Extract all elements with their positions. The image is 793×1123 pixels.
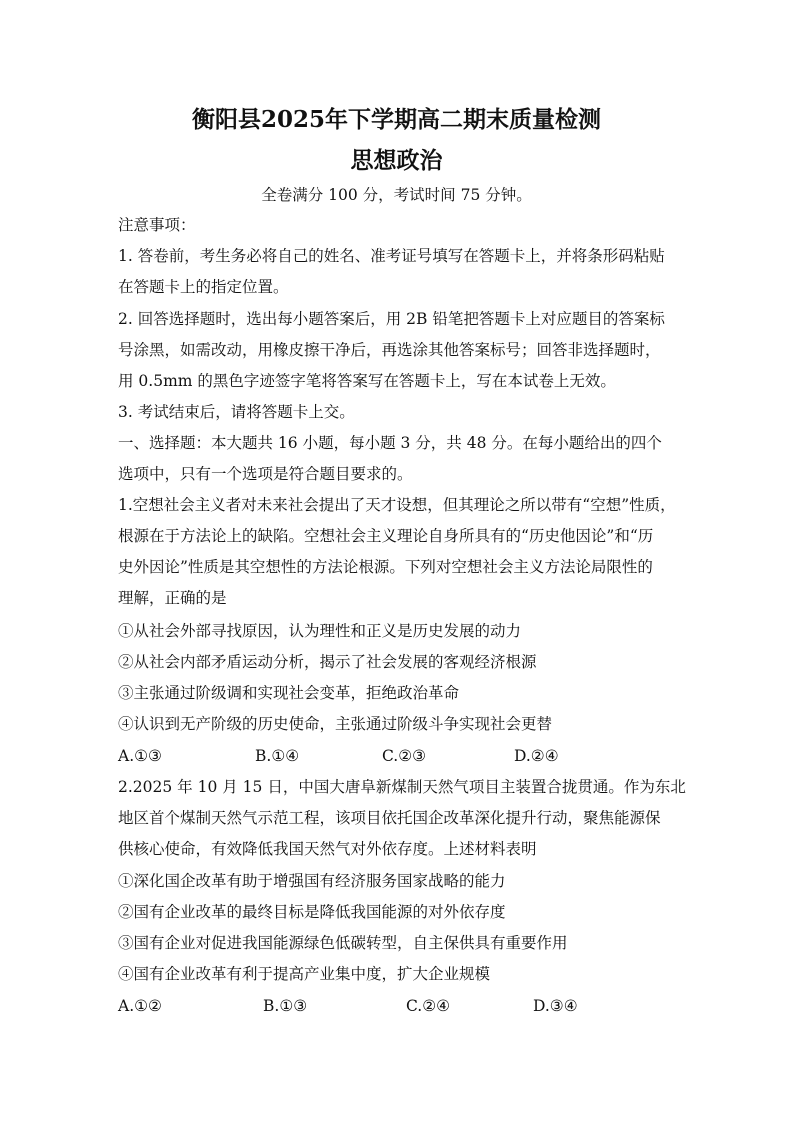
- note-line: 2. 回答选择题时，选出每小题答案后，用 2B 铅笔把答题卡上对应题目的答案标: [118, 310, 665, 328]
- option-b: B.①③: [263, 997, 308, 1015]
- option-c: C.②③: [382, 747, 427, 765]
- note-line: 用 0.5mm 的黑色字迹签字笔将答案写在答题卡上，写在本试卷上无效。: [118, 372, 616, 390]
- question-item: ①深化国企改革有助于增强国有经济服务国家战略的能力: [118, 872, 506, 890]
- question-item: ③主张通过阶级调和实现社会变革，拒绝政治革命: [118, 684, 460, 702]
- option-d: D.③④: [533, 997, 578, 1015]
- question-item: ③国有企业对促进我国能源绿色低碳转型，自主保供具有重要作用: [118, 934, 568, 952]
- question-stem: 地区首个煤制天然气示范工程，该项目依托国企改革深化提升行动，聚焦能源保: [118, 809, 661, 827]
- question-stem: 2.2025 年 10 月 15 日，中国大唐阜新煤制天然气项目主装置合拢贯通。作为东北: [118, 778, 686, 796]
- question-item: ④国有企业改革有利于提高产业集中度，扩大企业规模: [118, 965, 491, 983]
- exam-title: 衡阳县2025年下学期高二期末质量检测: [191, 106, 601, 133]
- question-stem: 1.空想社会主义者对未来社会提出了天才设想，但其理论之所以带有“空想”性质，: [118, 496, 676, 514]
- question-item: ②国有企业改革的最终目标是降低我国能源的对外依存度: [118, 903, 506, 921]
- question-stem: 根源在于方法论上的缺陷。空想社会主义理论自身所具有的“历史他因论”和“历: [118, 527, 654, 545]
- subject-title: 思想政治: [350, 147, 443, 174]
- section-heading: 一、选择题：本大题共 16 小题，每小题 3 分，共 48 分。在每小题给出的四个: [118, 434, 662, 452]
- question-stem: 供核心使命，有效降低我国天然气对外依存度。上述材料表明: [118, 840, 537, 858]
- notes-heading: 注意事项：: [118, 216, 196, 234]
- question-stem: 理解，正确的是: [118, 589, 227, 607]
- note-line: 1. 答卷前，考生务必将自己的姓名、准考证号填写在答题卡上，并将条形码粘贴: [118, 247, 665, 265]
- section-heading: 选项中，只有一个选项是符合题目要求的。: [118, 465, 413, 483]
- question-item: ①从社会外部寻找原因，认为理性和正义是历史发展的动力: [118, 622, 522, 640]
- option-a: A.①②: [118, 997, 162, 1015]
- note-line: 3. 考试结束后，请将答题卡上交。: [118, 403, 355, 421]
- option-c: C.②④: [406, 997, 451, 1015]
- question-item: ④认识到无产阶级的历史使命，主张通过阶级斗争实现社会更替: [118, 715, 553, 733]
- question-stem: 史外因论”性质是其空想性的方法论根源。下列对空想社会主义方法论局限性的: [118, 558, 653, 576]
- question-item: ②从社会内部矛盾运动分析，揭示了社会发展的客观经济根源: [118, 653, 537, 671]
- exam-info: 全卷满分 100 分，考试时间 75 分钟。: [261, 186, 532, 204]
- note-line: 号涂黑，如需改动，用橡皮擦干净后，再选涂其他答案标号；回答非选择题时，: [118, 341, 661, 359]
- note-line: 在答题卡上的指定位置。: [118, 278, 289, 296]
- option-d: D.②④: [514, 747, 559, 765]
- option-a: A.①③: [118, 747, 162, 765]
- option-b: B.①④: [255, 747, 300, 765]
